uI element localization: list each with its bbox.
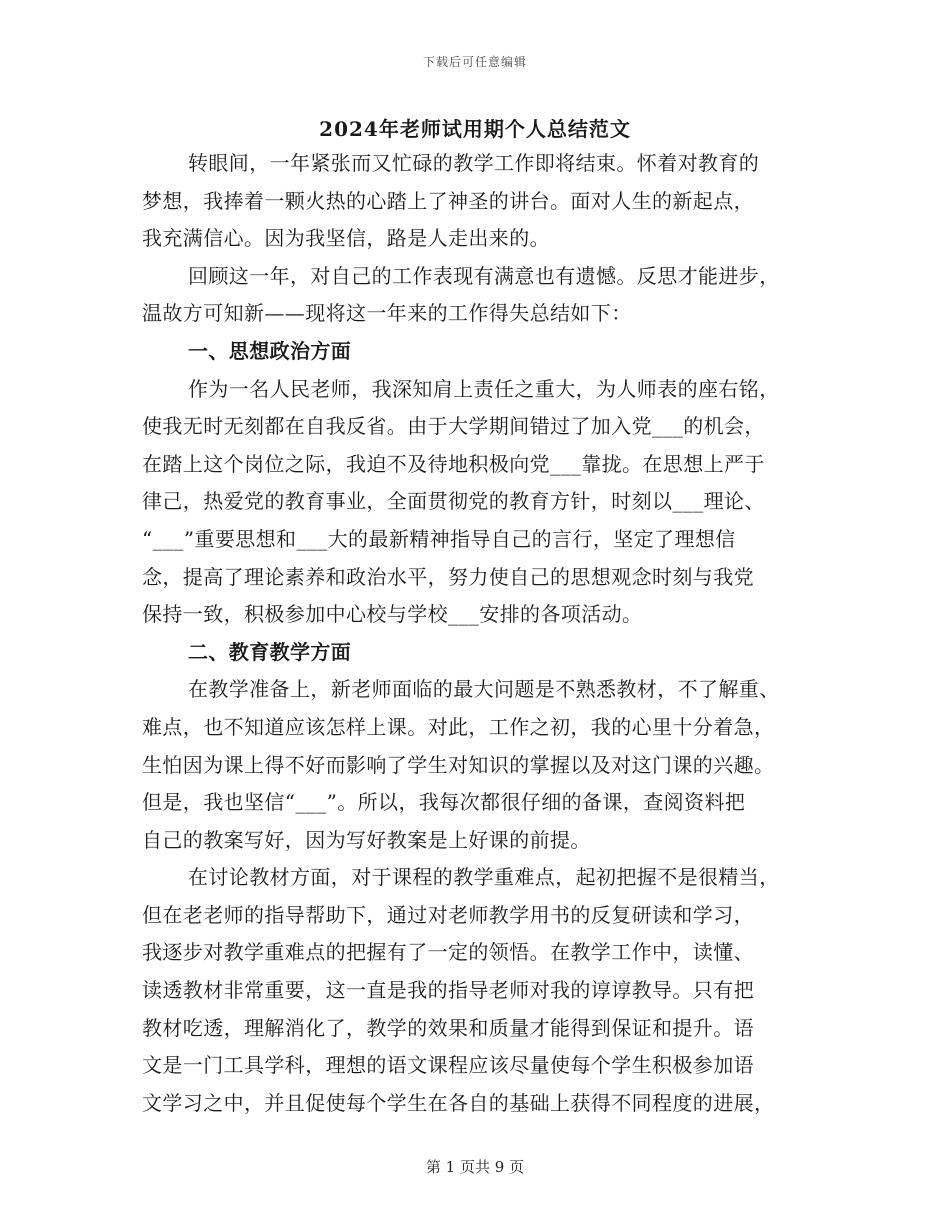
- text-line: 在踏上这个岗位之际，我迫不及待地积极向党___靠拢。在思想上严于: [142, 451, 765, 476]
- text-line: 使我无时无刻都在自我反省。由于大学期间错过了加入党___的机会，: [142, 414, 765, 439]
- text-line: 我逐步对教学重难点的把握有了一定的领悟。在教学工作中，读懂、: [142, 940, 754, 965]
- page-header: 下载后可任意编辑: [422, 55, 527, 69]
- text-line: “___”重要思想和___大的最新精神指导自己的言行，坚定了理想信: [142, 526, 736, 551]
- text-line: 自己的教案写好，因为写好教案是上好课的前提。: [142, 827, 591, 852]
- document-body: [142, 145, 808, 1122]
- text-line: 作为一名人民老师，我深知肩上责任之重大，为人师表的座右铭，: [188, 376, 780, 401]
- text-line: 但是，我也坚信“___”。所以，我每次都很仔细的备课，查阅资料把: [142, 790, 746, 815]
- text-line: 读透教材非常重要，这一直是我的指导老师对我的谆谆教导。只有把: [142, 978, 754, 1003]
- text-line: 转眼间，一年紧张而又忙碌的教学工作即将结束。怀着对教育的: [188, 151, 760, 175]
- text-line: 在讨论教材方面，对于课程的教学重难点，起初把握不是很精当，: [188, 865, 780, 890]
- section-heading: 二、教育教学方面: [188, 639, 352, 664]
- text-line: 律己，热爱党的教育事业，全面贯彻党的教育方针，时刻以___理论、: [142, 489, 765, 514]
- section-heading: 一、思想政治方面: [188, 338, 352, 363]
- document-title: 2024年老师试用期个人总结范文: [319, 117, 631, 141]
- text-line: 文学习之中，并且促使每个学生在各自的基础上获得不同程度的进展，: [142, 1090, 775, 1115]
- text-line: 难点，也不知道应该怎样上课。对此，工作之初，我的心里十分着急，: [142, 714, 775, 739]
- text-line: 梦想，我捧着一颗火热的心踏上了神圣的讲台。面对人生的新起点，: [142, 188, 754, 213]
- text-line: 念，提高了理论素养和政治水平，努力使自己的思想观念时刻与我党: [142, 564, 754, 589]
- text-line: 温故方可知新——现将这一年来的工作得失总结如下：: [142, 301, 632, 326]
- page-footer: 第 1 页共 9 页: [425, 1158, 525, 1176]
- text-line: 生怕因为课上得不好而影响了学生对知识的掌握以及对这门课的兴趣。: [142, 752, 775, 777]
- text-line: 在教学准备上，新老师面临的最大问题是不熟悉教材，不了解重、: [188, 677, 780, 702]
- text-line: 回顾这一年，对自己的工作表现有满意也有遗憾。反思才能进步，: [188, 263, 780, 288]
- text-line: 保持一致，积极参加中心校与学校___安排的各项活动。: [142, 602, 643, 627]
- text-line: 但在老老师的指导帮助下，通过对老师教学用书的反复研读和学习，: [142, 902, 754, 927]
- text-line: 文是一门工具学科，理想的语文课程应该尽量使每个学生积极参加语: [142, 1053, 754, 1078]
- text-line: 我充满信心。因为我坚信，路是人走出来的。: [142, 226, 550, 251]
- text-line: 教材吃透，理解消化了，教学的效果和质量才能得到保证和提升。语: [142, 1015, 754, 1040]
